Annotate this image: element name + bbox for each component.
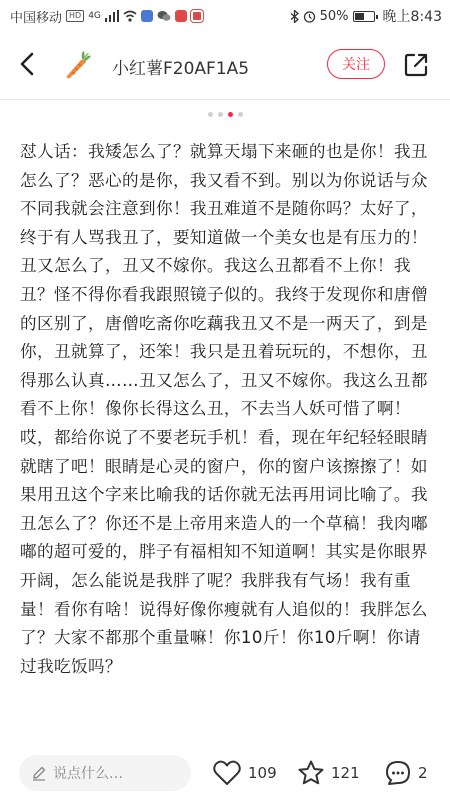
comment-placeholder: 说点什么… [53,766,123,782]
comment-bubble-icon [384,759,412,787]
comment-input[interactable] [19,755,191,791]
image-pagination [0,112,450,117]
hd-badge: HD [66,10,84,22]
signal-icon [105,10,119,22]
music-app-icon [141,10,153,22]
like-count: 109 [248,764,277,782]
pencil-icon [31,765,47,781]
like-button[interactable] [212,757,277,789]
status-bar-left [10,7,203,26]
status-bar-right [290,6,442,26]
header-divider [0,99,450,100]
avatar[interactable] [56,45,96,85]
carrier-label: 中国移动 [10,10,63,26]
heart-icon [212,759,242,787]
favorite-button[interactable] [297,757,360,789]
battery-fill [355,13,364,20]
favorite-count: 121 [331,764,360,782]
wifi-icon [123,10,137,22]
wechat-icon [157,10,171,22]
share-icon[interactable] [402,51,430,79]
comment-count: 2 [418,764,428,782]
battery-icon [353,11,375,22]
author-name[interactable]: 小红薯F20AF1A5 [112,59,250,79]
clock: 晚上8:43 [382,9,442,25]
follow-button[interactable]: 关注 [327,49,385,79]
comment-button[interactable] [384,757,428,789]
carrot-icon [59,48,93,82]
bluetooth-icon [290,10,299,23]
back-arrow-icon[interactable] [14,50,42,78]
pagination-dot [208,112,213,117]
status-bar [0,0,450,32]
network-label: 4G [88,11,101,21]
notification-icon [191,10,203,22]
pagination-dot [238,112,243,117]
pagination-dot [228,112,233,117]
pagination-dot [218,112,223,117]
battery-percent: 50% [319,8,349,24]
message-icon [175,10,187,22]
alarm-icon [303,10,316,23]
note-body: 怼人话：我矮怎么了？就算天塌下来砸的也是你！我丑怎么了？恶心的是你，我又看不到。别以为你说话与众不同我就会注意到你！我丑难道不是随你吗？太好了，终于有人骂我丑了，要知道做一个美女也是有压力的！丑又怎么了，丑又不嫁你。我这么丑都看不上你！我丑？怪不得你看我跟照镜子似的。我终于发现你和唐僧的区别了，唐僧吃斋你吃藕我丑又不是一两天了，到是你，丑就算了，还笨！我只是丑着玩玩的，不想你，丑得那么认真……丑又怎么了，丑又不嫁你。我这么丑都看不上你！像你长得这么丑，不去当人妖可惜了啊！哎，都给你说了不要老玩手机！看，现在年纪轻轻眼睛就瞎了吧！眼睛是心灵的窗户，你的窗户该擦擦了！如果用丑这个字来比喻我的话你就无法再用词比喻了。我丑怎么了？你还不是上帝用来造人的一个草稿！我肉嘟嘟的超可爱的，胖子有福相知不知道啊！其实是你眼界开阔，怎么能说是我胖了呢？我胖我有气场！我有重量！看你有啥！说得好像你瘦就有人追似的！我胖怎么了？大家不都那个重量嘛！你10斤！你10斤啊！你请过我吃饭吗？ [20,142,428,676]
bottom-action-bar [0,745,450,800]
note-header [0,32,450,98]
star-icon [297,759,325,787]
